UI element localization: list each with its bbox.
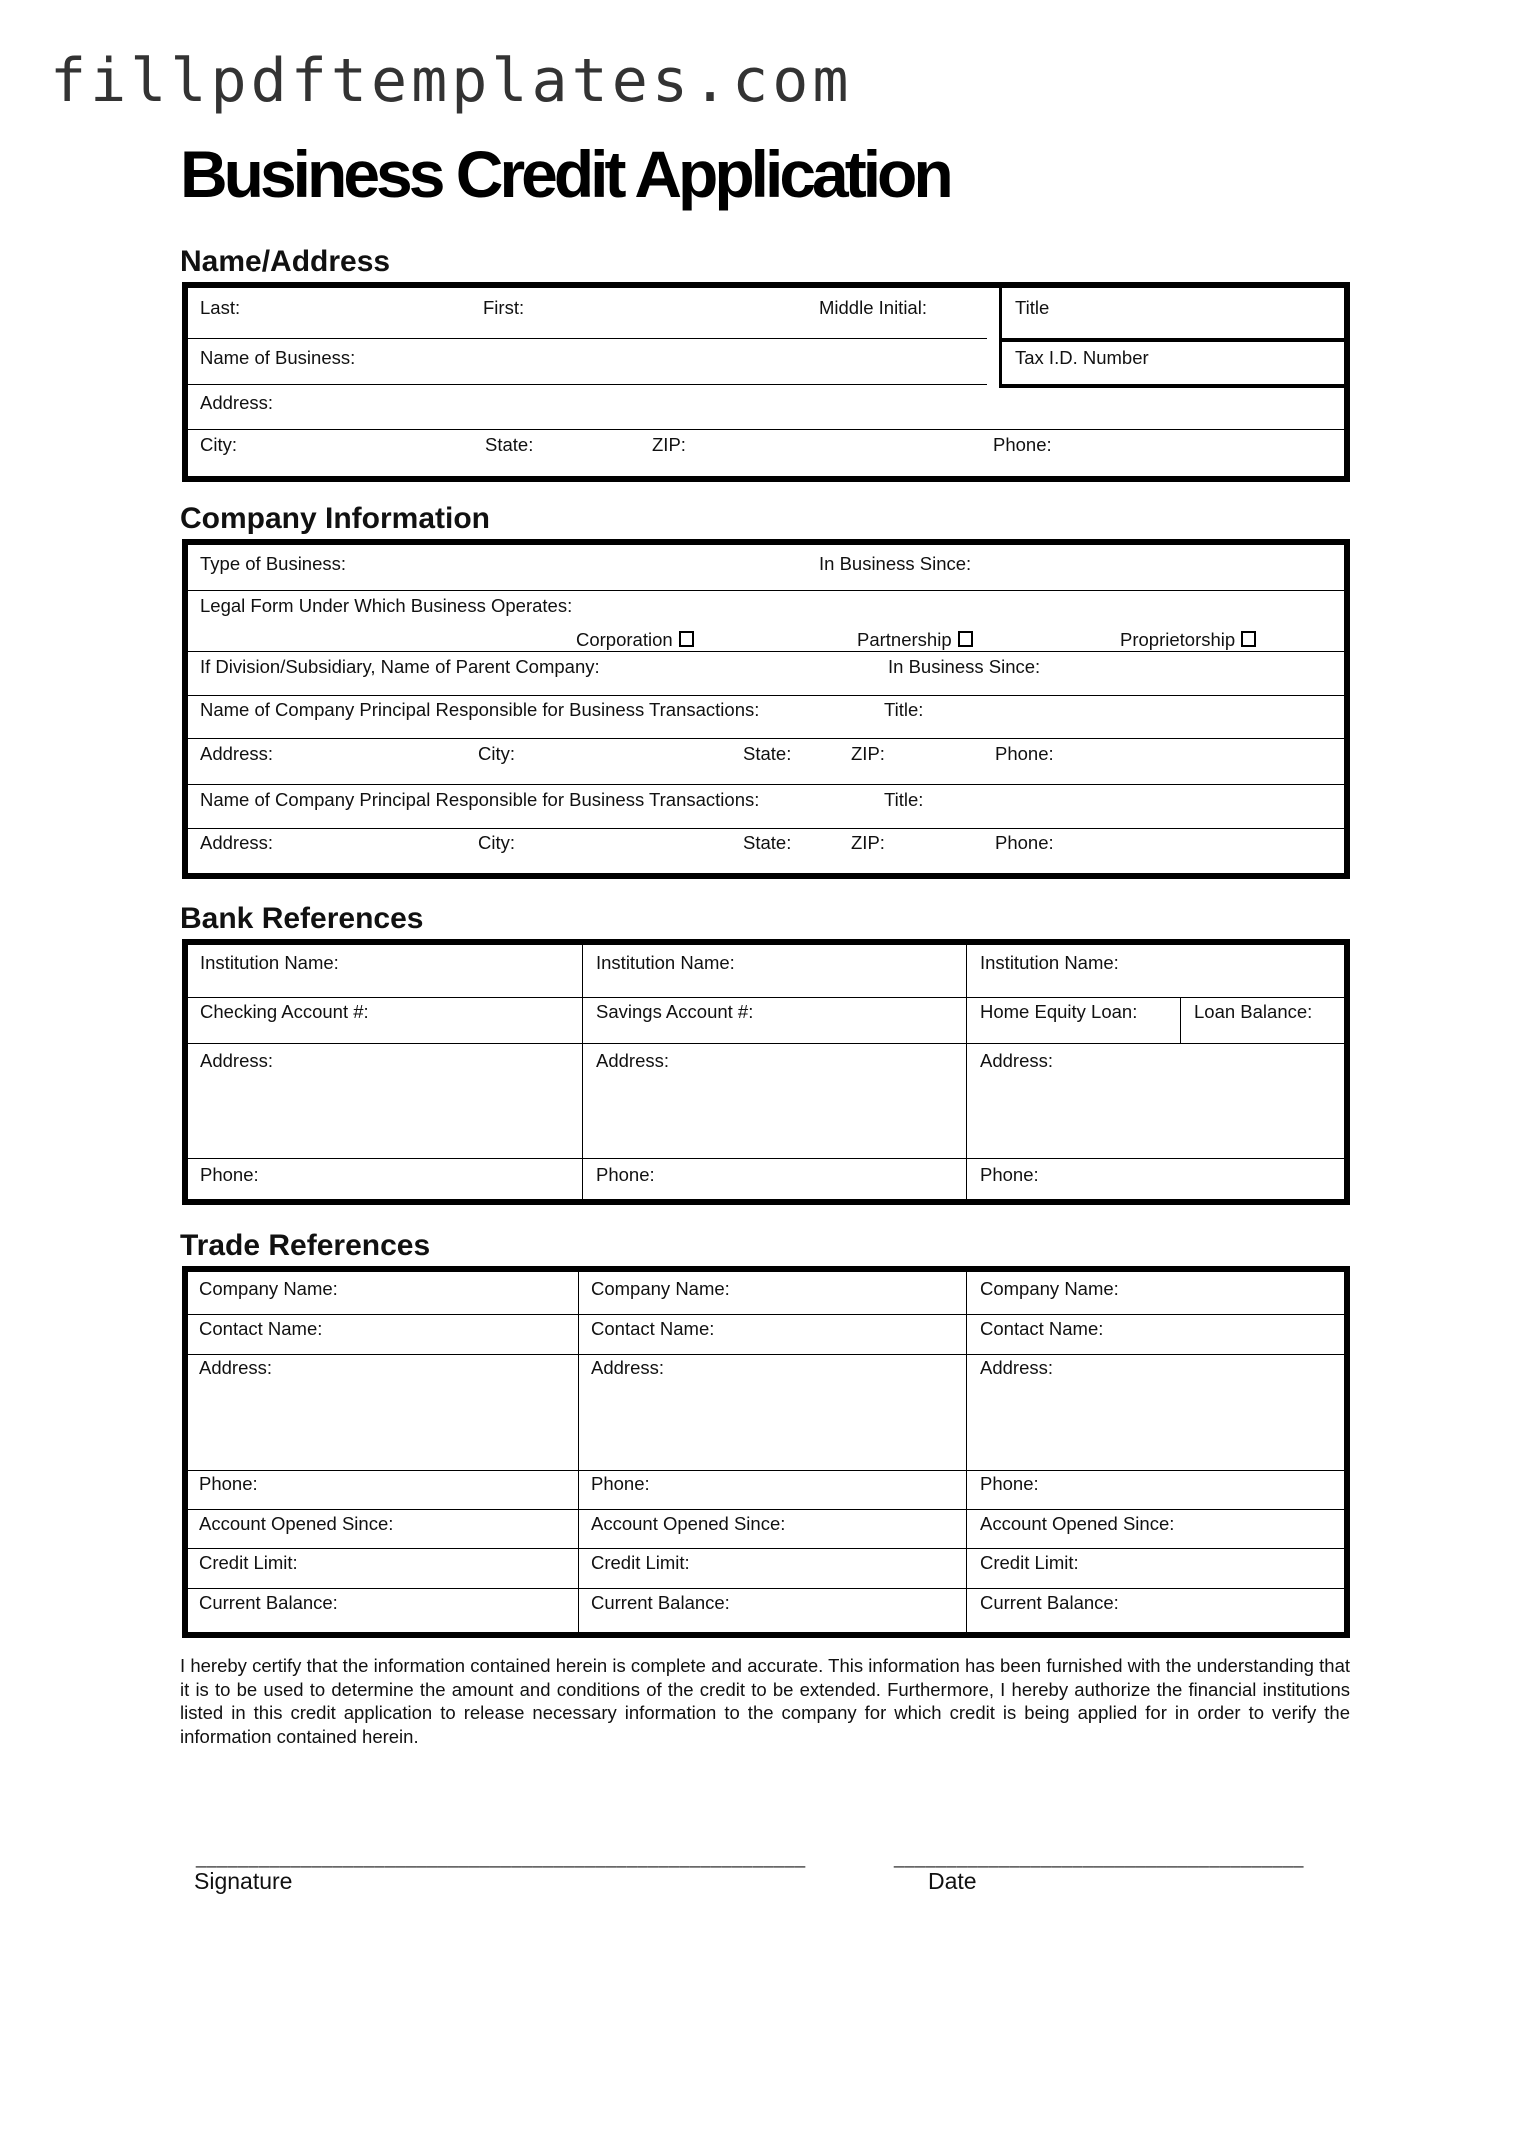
- trade-2-contact-field[interactable]: Contact Name:: [591, 1318, 715, 1339]
- principal-1-state-field[interactable]: State:: [743, 743, 792, 764]
- section-heading-name-address: Name/Address: [180, 245, 391, 278]
- business-type-field[interactable]: Type of Business:: [200, 553, 347, 574]
- proprietorship-label: Proprietorship: [1120, 629, 1236, 650]
- trade-1-contact-field[interactable]: Contact Name:: [199, 1318, 323, 1339]
- partnership-label: Partnership: [857, 629, 952, 650]
- principal-1-city-field[interactable]: City:: [478, 743, 515, 764]
- title-field[interactable]: Title: [1015, 297, 1050, 318]
- parent-in-business-since-field[interactable]: In Business Since:: [888, 656, 1041, 677]
- bank-3-phone-field[interactable]: Phone:: [980, 1164, 1039, 1185]
- legal-form-label: Legal Form Under Which Business Operates:: [200, 595, 573, 616]
- option-partnership[interactable]: [857, 629, 973, 651]
- home-equity-loan-field[interactable]: Home Equity Loan:: [980, 1001, 1138, 1022]
- corporation-label: Corporation: [576, 629, 673, 650]
- trade-1-balance-field[interactable]: Current Balance:: [199, 1592, 338, 1613]
- corporation-checkbox[interactable]: [679, 631, 694, 647]
- principal-1-phone-field[interactable]: Phone:: [995, 743, 1054, 764]
- phone-field[interactable]: Phone:: [993, 434, 1052, 455]
- principal-1-address-field[interactable]: Address:: [200, 743, 274, 764]
- bank-2-institution-field[interactable]: Institution Name:: [596, 952, 735, 973]
- savings-account-field[interactable]: Savings Account #:: [596, 1001, 754, 1022]
- state-field[interactable]: State:: [485, 434, 534, 455]
- trade-2-balance-field[interactable]: Current Balance:: [591, 1592, 730, 1613]
- loan-balance-field[interactable]: Loan Balance:: [1194, 1001, 1313, 1022]
- trade-2-credit-limit-field[interactable]: Credit Limit:: [591, 1552, 690, 1573]
- principal-2-zip-field[interactable]: ZIP:: [851, 832, 885, 853]
- principal-2-phone-field[interactable]: Phone:: [995, 832, 1054, 853]
- trade-3-address-field[interactable]: Address:: [980, 1357, 1054, 1378]
- section-heading-bank-references: Bank References: [180, 902, 424, 935]
- principal-2-state-field[interactable]: State:: [743, 832, 792, 853]
- tax-id-field[interactable]: Tax I.D. Number: [1015, 347, 1149, 368]
- trade-3-company-field[interactable]: Company Name:: [980, 1278, 1119, 1299]
- bank-1-institution-field[interactable]: Institution Name:: [200, 952, 339, 973]
- page-title: Business Credit Application: [180, 137, 950, 211]
- principal-1-name-field[interactable]: Name of Company Principal Responsible for Business Transactions:: [200, 699, 760, 720]
- partnership-checkbox[interactable]: [958, 631, 973, 647]
- date-line[interactable]: _______________________________________: [894, 1848, 1304, 1868]
- bank-1-address-field[interactable]: Address:: [200, 1050, 274, 1071]
- option-corporation[interactable]: [576, 629, 694, 651]
- trade-3-balance-field[interactable]: Current Balance:: [980, 1592, 1119, 1613]
- trade-2-address-field[interactable]: Address:: [591, 1357, 665, 1378]
- principal-1-zip-field[interactable]: ZIP:: [851, 743, 885, 764]
- address-field[interactable]: Address:: [200, 392, 274, 413]
- trade-1-address-field[interactable]: Address:: [199, 1357, 273, 1378]
- principal-2-name-field[interactable]: Name of Company Principal Responsible for Business Transactions:: [200, 789, 760, 810]
- date-label: Date: [928, 1868, 977, 1894]
- watermark: fillpdftemplates.com: [50, 46, 853, 116]
- principal-1-title-field[interactable]: Title:: [884, 699, 924, 720]
- section-heading-trade-references: Trade References: [180, 1229, 431, 1262]
- trade-references-box: [182, 1266, 1350, 1638]
- bank-3-address-field[interactable]: Address:: [980, 1050, 1054, 1071]
- in-business-since-field[interactable]: In Business Since:: [819, 553, 972, 574]
- bank-3-institution-field[interactable]: Institution Name:: [980, 952, 1119, 973]
- bank-2-address-field[interactable]: Address:: [596, 1050, 670, 1071]
- trade-3-contact-field[interactable]: Contact Name:: [980, 1318, 1104, 1339]
- trade-3-opened-field[interactable]: Account Opened Since:: [980, 1513, 1175, 1534]
- trade-1-credit-limit-field[interactable]: Credit Limit:: [199, 1552, 298, 1573]
- checking-account-field[interactable]: Checking Account #:: [200, 1001, 369, 1022]
- company-information-box: [182, 539, 1350, 879]
- signature-label: Signature: [194, 1868, 293, 1894]
- principal-2-address-field[interactable]: Address:: [200, 832, 274, 853]
- principal-2-title-field[interactable]: Title:: [884, 789, 924, 810]
- bank-1-phone-field[interactable]: Phone:: [200, 1164, 259, 1185]
- proprietorship-checkbox[interactable]: [1241, 631, 1256, 647]
- business-name-field[interactable]: Name of Business:: [200, 347, 356, 368]
- bank-2-phone-field[interactable]: Phone:: [596, 1164, 655, 1185]
- city-field[interactable]: City:: [200, 434, 237, 455]
- trade-1-opened-field[interactable]: Account Opened Since:: [199, 1513, 394, 1534]
- trade-2-phone-field[interactable]: Phone:: [591, 1473, 650, 1494]
- trade-3-phone-field[interactable]: Phone:: [980, 1473, 1039, 1494]
- trade-2-opened-field[interactable]: Account Opened Since:: [591, 1513, 786, 1534]
- middle-initial-field[interactable]: Middle Initial:: [819, 297, 927, 318]
- principal-2-city-field[interactable]: City:: [478, 832, 515, 853]
- signature-line[interactable]: __________________________________________________________: [196, 1848, 806, 1868]
- name-address-box: [182, 282, 1350, 482]
- first-name-field[interactable]: First:: [483, 297, 525, 318]
- certification-text: I hereby certify that the information contained herein is complete and accurate. This information has been furnished with the understanding that it is to be used to determine the amount and conditions of the credit to be extended. Furthermore, I hereby authorize the financial institutions listed in this credit application to release necessary information to the company for which credit is being applied for in order to verify the information contained herein.: [180, 1655, 1350, 1747]
- zip-field[interactable]: ZIP:: [652, 434, 686, 455]
- section-heading-company-information: Company Information: [180, 502, 491, 535]
- last-name-field[interactable]: Last:: [200, 297, 241, 318]
- parent-company-field[interactable]: If Division/Subsidiary, Name of Parent Company:: [200, 656, 600, 677]
- bank-references-box: [182, 939, 1350, 1205]
- trade-2-company-field[interactable]: Company Name:: [591, 1278, 730, 1299]
- trade-1-phone-field[interactable]: Phone:: [199, 1473, 258, 1494]
- trade-3-credit-limit-field[interactable]: Credit Limit:: [980, 1552, 1079, 1573]
- trade-1-company-field[interactable]: Company Name:: [199, 1278, 338, 1299]
- option-proprietorship[interactable]: [1120, 629, 1256, 651]
